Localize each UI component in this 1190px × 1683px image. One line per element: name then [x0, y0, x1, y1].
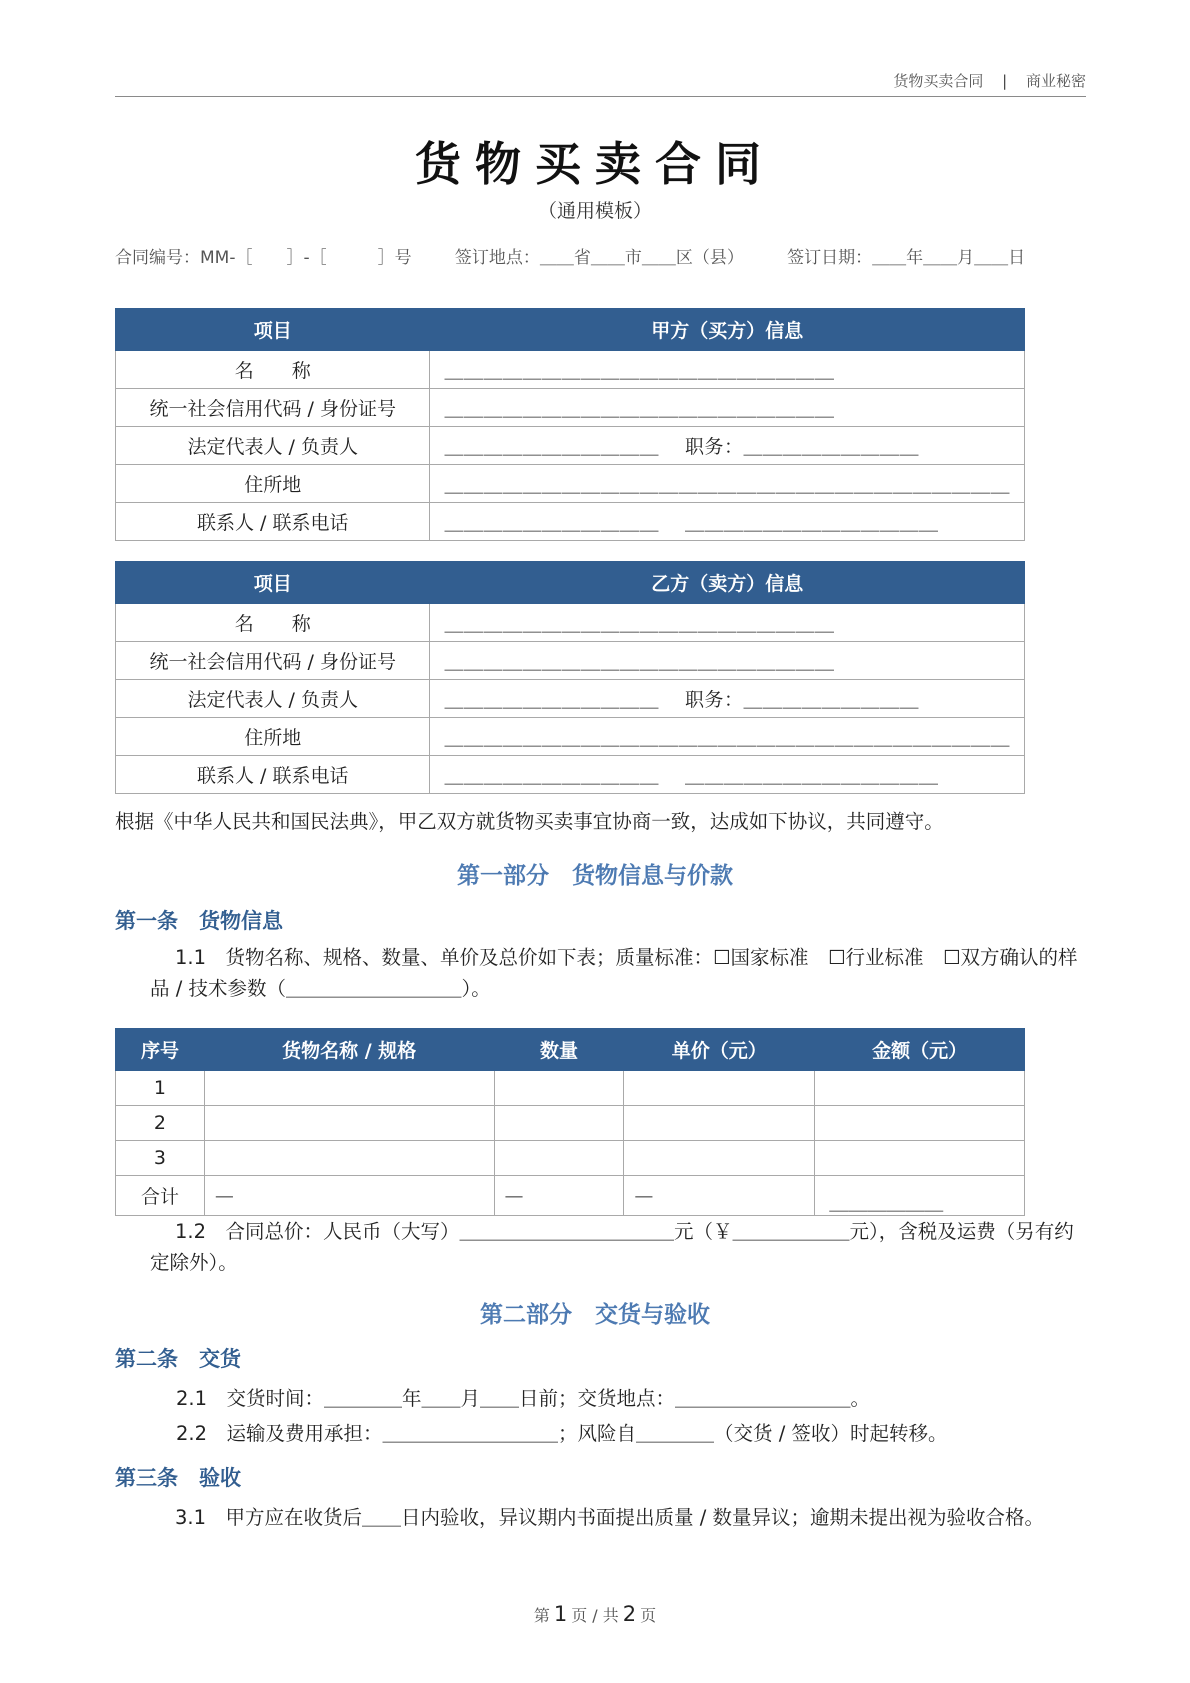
- col-name-spec: 货物名称 / 规格: [204, 1029, 494, 1071]
- table-row: [116, 680, 1025, 718]
- cell-name-spec[interactable]: [204, 1071, 494, 1106]
- article-1-heading: 第一条 货物信息: [115, 909, 283, 933]
- intro-paragraph: 根据《中华人民共和国民法典》，甲乙双方就货物买卖事宜协商一致，达成如下协议，共同遵守。: [115, 810, 944, 833]
- seller-info-table: [115, 561, 1025, 794]
- row-value[interactable]: ＿＿＿＿＿＿＿＿＿＿＿ 职务：＿＿＿＿＿＿＿＿＿: [430, 680, 1025, 718]
- current-page-number: 1: [553, 1602, 568, 1626]
- table-row-total: [116, 1176, 1025, 1216]
- col-unit-price: 单价（元）: [624, 1029, 815, 1071]
- buyer-col-item: 项目: [116, 309, 430, 351]
- row-label: 法定代表人 / 负责人: [116, 427, 430, 465]
- row-value[interactable]: ＿＿＿＿＿＿＿＿＿＿＿＿＿＿＿＿＿＿＿＿: [430, 604, 1025, 642]
- signing-place: 签订地点：＿＿省＿＿市＿＿区（县）: [454, 248, 744, 268]
- clause-1-2: 1.2 合同总价：人民币（大写）＿＿＿＿＿＿＿＿＿＿＿元（￥＿＿＿＿＿＿元），含税及运费（另有约定除外）。: [150, 1220, 1074, 1274]
- cell-index: 3: [116, 1141, 205, 1176]
- row-label: 名 称: [116, 604, 430, 642]
- clause-2-2: 2.2 运输及费用承担：＿＿＿＿＿＿＿＿＿；风险自＿＿＿＿（交货 / 签收）时起转移。: [176, 1422, 948, 1445]
- goods-table: [115, 1028, 1025, 1216]
- total-page-number: 2: [622, 1602, 637, 1626]
- row-value[interactable]: ＿＿＿＿＿＿＿＿＿＿＿＿＿＿＿＿＿＿＿＿: [430, 351, 1025, 389]
- clause-1-1: 1.1 货物名称、规格、数量、单价及总价如下表；质量标准：☐国家标准 ☐行业标准 ☐双方确认的样品 / 技术参数（＿＿＿＿＿＿＿＿＿）。: [150, 946, 1078, 1000]
- row-value[interactable]: ＿＿＿＿＿＿＿＿＿＿＿ ＿＿＿＿＿＿＿＿＿＿＿＿＿: [430, 503, 1025, 541]
- cell-index: 2: [116, 1106, 205, 1141]
- cell-amount[interactable]: [815, 1106, 1025, 1141]
- col-index: 序号: [116, 1029, 205, 1071]
- row-label: 住所地: [116, 465, 430, 503]
- row-label: 统一社会信用代码 / 身份证号: [116, 642, 430, 680]
- clause-3-1: 3.1 甲方应在收货后＿＿日内验收，异议期内书面提出质量 / 数量异议；逾期未提出视为验收合格。: [175, 1506, 1044, 1529]
- document-title: 货物买卖合同: [415, 137, 775, 191]
- cell-index: 1: [116, 1071, 205, 1106]
- row-label: 住所地: [116, 718, 430, 756]
- cell-quantity[interactable]: [494, 1071, 624, 1106]
- header-doc-name: 货物买卖合同: [893, 72, 984, 90]
- seller-col-info: 乙方（卖方）信息: [430, 562, 1025, 604]
- page-footer: [0, 1602, 1190, 1626]
- col-quantity: 数量: [494, 1029, 624, 1071]
- cell-quantity[interactable]: [494, 1141, 624, 1176]
- row-value[interactable]: ＿＿＿＿＿＿＿＿＿＿＿ 职务：＿＿＿＿＿＿＿＿＿: [430, 427, 1025, 465]
- row-value[interactable]: ＿＿＿＿＿＿＿＿＿＿＿＿＿＿＿＿＿＿＿＿: [430, 389, 1025, 427]
- cell-total-dash: —: [204, 1176, 494, 1216]
- col-amount: 金额（元）: [815, 1029, 1025, 1071]
- footer-suffix: 页: [640, 1606, 657, 1625]
- buyer-info-table: [115, 308, 1025, 541]
- table-row: [116, 465, 1025, 503]
- article-3-heading: 第三条 验收: [115, 1466, 241, 1490]
- part-1-heading: 第一部分 货物信息与价款: [457, 863, 733, 889]
- document-subtitle: （通用模板）: [537, 200, 652, 222]
- cell-quantity[interactable]: [494, 1106, 624, 1141]
- row-label: 联系人 / 联系电话: [116, 503, 430, 541]
- row-label: 法定代表人 / 负责人: [116, 680, 430, 718]
- row-label: 联系人 / 联系电话: [116, 756, 430, 794]
- table-row: [116, 1071, 1025, 1106]
- contract-meta: [115, 247, 1090, 270]
- cell-total-amount[interactable]: ＿＿＿＿＿＿: [815, 1176, 1025, 1216]
- table-row: [116, 604, 1025, 642]
- cell-unit-price[interactable]: [624, 1071, 815, 1106]
- cell-amount[interactable]: [815, 1071, 1025, 1106]
- part-2-heading: 第二部分 交货与验收: [480, 1302, 710, 1328]
- header-confidential: 商业秘密: [1025, 72, 1086, 90]
- table-row: [116, 351, 1025, 389]
- clause-2-1: 2.1 交货时间：＿＿＿＿年＿＿月＿＿日前；交货地点：＿＿＿＿＿＿＿＿＿。: [176, 1387, 871, 1410]
- row-label: 统一社会信用代码 / 身份证号: [116, 389, 430, 427]
- contract-number: 合同编号：MM-［ ］-［ ］号: [115, 248, 412, 268]
- row-value[interactable]: ＿＿＿＿＿＿＿＿＿＿＿ ＿＿＿＿＿＿＿＿＿＿＿＿＿: [430, 756, 1025, 794]
- table-row: [116, 1106, 1025, 1141]
- row-value[interactable]: ＿＿＿＿＿＿＿＿＿＿＿＿＿＿＿＿＿＿＿＿＿＿＿＿＿＿＿＿＿: [430, 718, 1025, 756]
- footer-prefix: 第: [533, 1606, 550, 1625]
- cell-total-dash: —: [494, 1176, 624, 1216]
- cell-name-spec[interactable]: [204, 1106, 494, 1141]
- cell-amount[interactable]: [815, 1141, 1025, 1176]
- table-row: [116, 1141, 1025, 1176]
- footer-middle: 页 / 共: [571, 1606, 619, 1625]
- table-row: [116, 389, 1025, 427]
- cell-name-spec[interactable]: [204, 1141, 494, 1176]
- row-value[interactable]: ＿＿＿＿＿＿＿＿＿＿＿＿＿＿＿＿＿＿＿＿＿＿＿＿＿＿＿＿＿: [430, 465, 1025, 503]
- table-row: [116, 642, 1025, 680]
- buyer-col-info: 甲方（买方）信息: [430, 309, 1025, 351]
- cell-unit-price[interactable]: [624, 1106, 815, 1141]
- cell-total-dash: —: [624, 1176, 815, 1216]
- table-row: [116, 756, 1025, 794]
- article-2-heading: 第二条 交货: [115, 1347, 241, 1371]
- signing-date: 签订日期：＿＿年＿＿月＿＿日: [787, 248, 1026, 268]
- table-row: [116, 427, 1025, 465]
- header-separator: |: [1002, 72, 1008, 90]
- table-row: [116, 503, 1025, 541]
- row-value[interactable]: ＿＿＿＿＿＿＿＿＿＿＿＿＿＿＿＿＿＿＿＿: [430, 642, 1025, 680]
- page-header: [115, 70, 1086, 97]
- seller-col-item: 项目: [116, 562, 430, 604]
- cell-unit-price[interactable]: [624, 1141, 815, 1176]
- row-label: 名 称: [116, 351, 430, 389]
- cell-total-label: 合计: [116, 1176, 205, 1216]
- table-row: [116, 718, 1025, 756]
